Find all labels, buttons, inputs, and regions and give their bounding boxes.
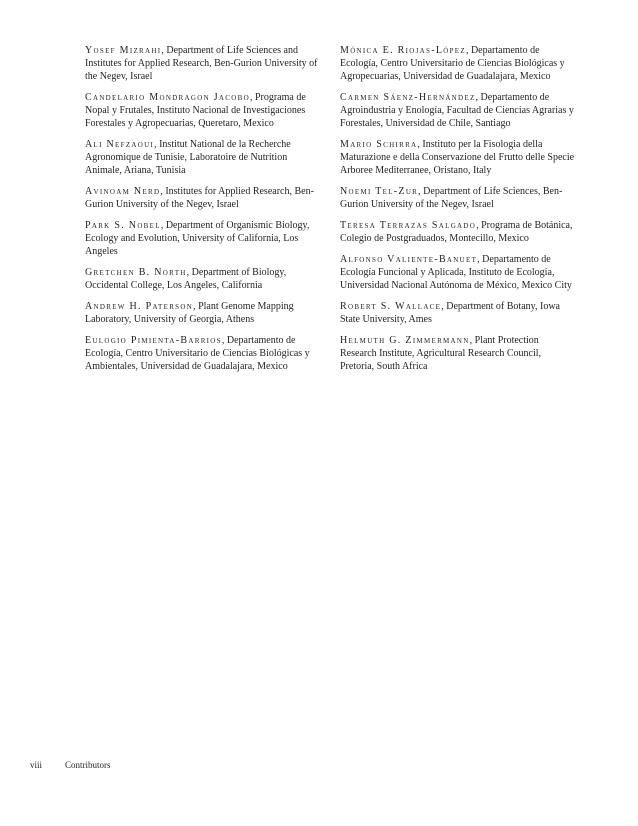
contributor-entry (340, 138, 576, 177)
contributor-entry (85, 219, 325, 258)
contributor-name: Noemi Tel-Zur (340, 186, 419, 197)
contributor-name: Robert S. Wallace (340, 301, 442, 312)
contributor-name: Eulogio Pimienta-Barrios (85, 335, 222, 346)
contributor-name: Avinoam Nerd (85, 186, 161, 197)
contributor-affiliation: , Department of Organismic Biology, Ecology and Evolution, University of California, Los Angeles (85, 220, 310, 257)
contributor-name: Yosef Mizrahi (85, 45, 162, 56)
contributor-entry (85, 138, 325, 177)
contributor-name: Mario Schirra (340, 139, 418, 150)
contributor-affiliation: , Department of Life Sciences and Institutes for Applied Research, Ben-Gurion University of the Negev, Israel (85, 45, 318, 82)
contributor-affiliation: , Departamento de Agroindustria y Enología, Facultad de Ciencias Agrarias y Forestales, Universidad de Chile, Santiago (340, 92, 574, 129)
contributor-entry (85, 91, 325, 130)
contributor-affiliation: , Departamento de Ecología, Centro Universitario de Ciencias Biológicas y Ambientales, Universidad de Guadalajara, Mexico (85, 335, 310, 372)
contributor-entry (85, 185, 325, 211)
contributor-entry (340, 44, 576, 83)
contributor-entry (340, 91, 576, 130)
contributor-affiliation: , Institutes for Applied Research, Ben-Gurion University of the Negev, Israel (85, 186, 314, 210)
page-number: viii (30, 760, 43, 770)
contributor-entry (340, 185, 576, 211)
contributor-entry (85, 266, 325, 292)
contributor-entry (85, 334, 325, 373)
contributor-entry (85, 300, 325, 326)
contributor-name: Carmen Sáenz-Hernández (340, 92, 476, 103)
contributor-name: Ali Nefzaoui (85, 139, 155, 150)
contributor-name: Park S. Nobel (85, 220, 161, 231)
contributor-name: Mónica E. Riojas-López (340, 45, 466, 56)
contributor-affiliation: , Instituto per la Fisologia della Maturazione e della Conservazione del Frutto delle Specie Arboree Mediterranee, Oristano, Italy (340, 139, 575, 176)
contributor-name: Gretchen B. North (85, 267, 187, 278)
contributor-affiliation: , Departamento de Ecología, Centro Universitario de Ciencias Biológicas y Agropecuarias, Universidad de Guadalajara, Mexico (340, 45, 565, 82)
contributor-affiliation: , Department of Botany, Iowa State University, Ames (340, 301, 560, 325)
running-head: Contributors (65, 760, 111, 770)
contributor-entry (340, 300, 576, 326)
contributor-affiliation: , Department of Biology, Occidental College, Los Angeles, California (85, 267, 287, 291)
contributor-affiliation: , Departamento de Ecología Funcional y Aplicada, Instituto de Ecología, Universidad Nacional Autónoma de México, Mexico City (340, 254, 572, 291)
contributor-name: Andrew H. Paterson (85, 301, 194, 312)
contributor-affiliation: , Programa de Nopal y Frutales, Instituto Nacional de Investigaciones Forestales y Agropecuarias, Queretaro, Mexico (85, 92, 306, 129)
contributor-affiliation: , Department of Life Sciences, Ben-Gurion University of the Negev, Israel (340, 186, 563, 210)
contributor-entry (340, 253, 576, 292)
contributor-name: Teresa Terrazas Salgado (340, 220, 477, 231)
contributor-affiliation: , Plant Genome Mapping Laboratory, University of Georgia, Athens (85, 301, 294, 325)
contributor-affiliation: , Plant Protection Research Institute, Agricultural Research Council, Pretoria, South Africa (340, 335, 542, 372)
contributor-name: Alfonso Valiente-Banuet (340, 254, 478, 265)
contributor-entry (85, 44, 325, 83)
contributors-column-left (85, 44, 325, 381)
contributor-affiliation: , Programa de Botánica, Colegio de Postgraduados, Montecillo, Mexico (340, 220, 573, 244)
contributor-entry (340, 334, 576, 373)
contributors-column-right (340, 44, 576, 381)
contributor-affiliation: , Institut National de la Recherche Agronomique de Tunisie, Laboratoire de Nutrition Animale, Ariana, Tunisia (85, 139, 291, 176)
contributor-entry (340, 219, 576, 245)
contributor-name: Helmuth G. Zimmermann (340, 335, 470, 346)
contributor-name: Candelario Mondragon Jacobo (85, 92, 250, 103)
